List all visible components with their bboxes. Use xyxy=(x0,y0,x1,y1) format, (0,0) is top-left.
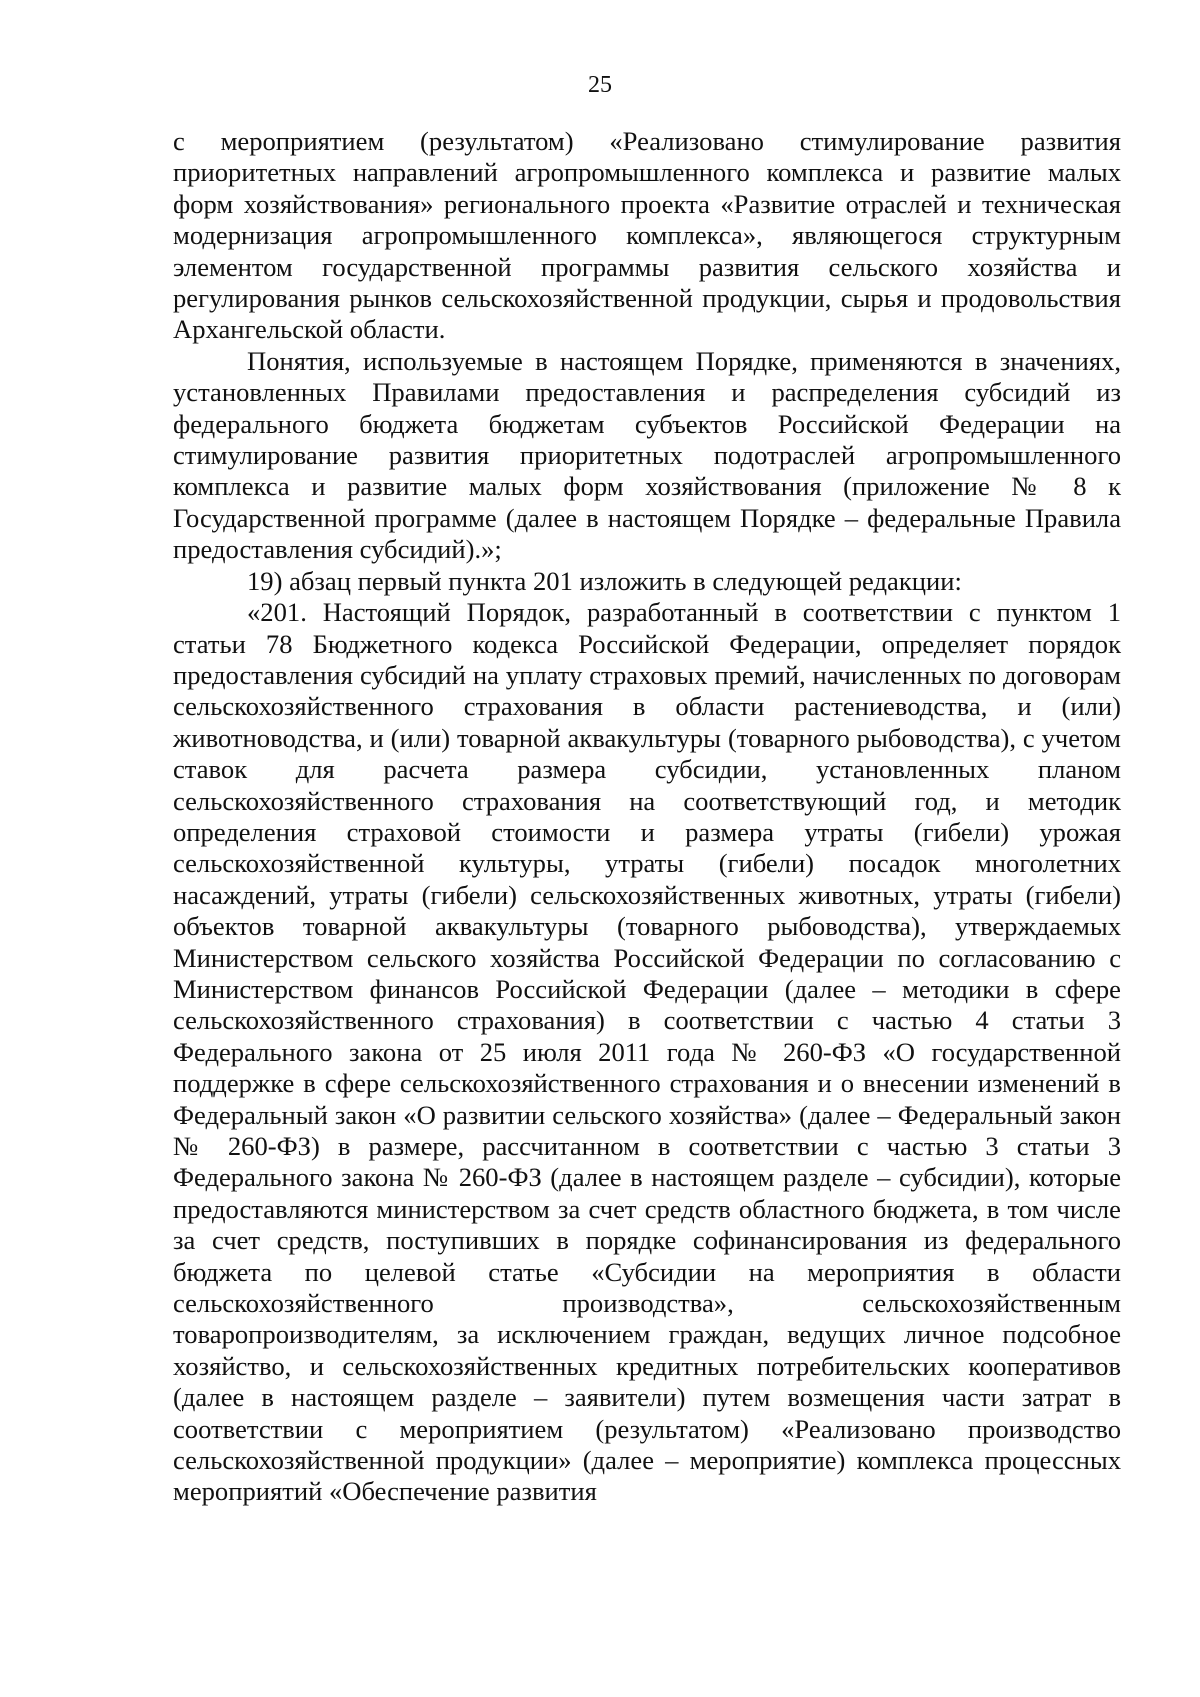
paragraph-definitions: Понятия, используемые в настоящем Порядке, применяются в значениях, установленных Правилами предоставления и распределения субсидий из федерального бюджета бюджетам субъектов Российской Федерации на стимулирование развития приоритетных подотраслей агропромышленного комплекса и развитие малых форм хозяйствования (приложение № 8 к Государственной программе (далее в настоящем Порядке – федеральные Правила предоставления субсидий).»; xyxy=(173,345,1121,565)
page-number: 25 xyxy=(588,72,612,98)
paragraph-clause-201: «201. Настоящий Порядок, разработанный в соответствии с пунктом 1 статьи 78 Бюджетного кодекса Российской Федерации, определяет порядок предоставления субсидий на уплату страховых премий, начисленных по договорам сельскохозяйственного страхования в области растениеводства, и (или) животноводства, и (или) товарной аквакультуры (товарного рыбоводства), с учетом ставок для расчета размера субсидии, установленных планом сельскохозяйственного страхования на соответствующий год, и методик определения страховой стоимости и размера утраты (гибели) урожая сельскохозяйственной культуры, утраты (гибели) посадок многолетних насаждений, утраты (гибели) сельскохозяйственных животных, утраты (гибели) объектов товарной аквакультуры (товарного рыбоводства), утверждаемых Министерством сельского хозяйства Российской Федерации по согласованию с Министерством финансов Российской Федерации (далее – методики в сфере сельскохозяйственного страхования) в соответствии с частью 4 статьи 3 Федерального закона от 25 июля 2011 года № 260-ФЗ «О государственной поддержке в сфере сельскохозяйственного страхования и о внесении изменений в Федеральный закон «О развитии сельского хозяйства» (далее – Федеральный закон № 260-ФЗ) в размере, рассчитанном в соответствии с частью 3 статьи 3 Федерального закона № 260-ФЗ (далее в настоящем разделе – субсидии), которые предоставляются министерством за счет средств областного бюджета, в том числе за счет средств, поступивших в порядке софинансирования из федерального бюджета по целевой статье «Субсидии на мероприятия в области сельскохозяйственного производства», сельскохозяйственным товаропроизводителям, за исключением граждан, ведущих личное подсобное хозяйство, и сельскохозяйственных кредитных потребительских кооперативов (далее в настоящем разделе – заявители) путем возмещения части затрат в соответствии с мероприятием (результатом) «Реализовано производство сельскохозяйственной продукции» (далее – мероприятие) комплекса процессных мероприятий «Обеспечение развития xyxy=(173,597,1121,1507)
document-body xyxy=(173,126,1121,1508)
paragraph-amendment-19: 19) абзац первый пункта 201 изложить в следующей редакции: xyxy=(247,565,962,596)
paragraph-continuation: с мероприятием (результатом) «Реализовано стимулирование развития приоритетных направлений агропромышленного комплекса и развитие малых форм хозяйствования» регионального проекта «Развитие отраслей и техническая модернизация агропромышленного комплекса», являющегося структурным элементом государственной программы развития сельского хозяйства и регулирования рынков сельскохозяйственной продукции, сырья и продовольствия Архангельской области. xyxy=(173,126,1121,345)
